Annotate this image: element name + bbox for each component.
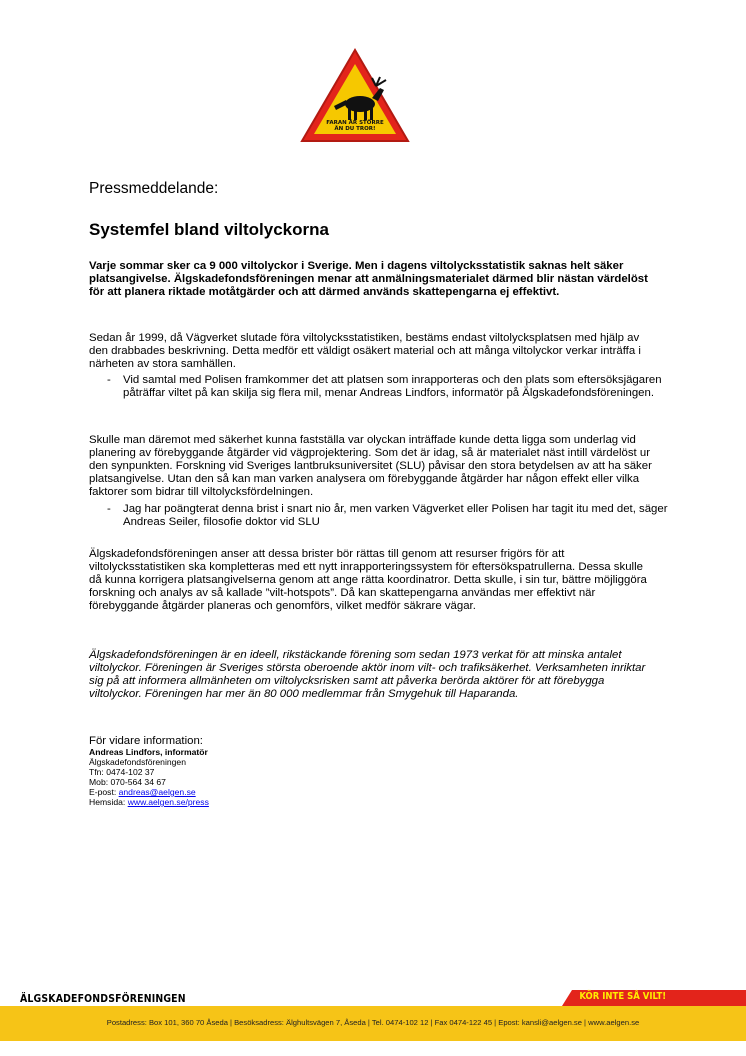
contact-name: Andreas Lindfors, informatör — [89, 747, 208, 757]
web-label: Hemsida: — [89, 797, 128, 807]
document-title: Systemfel bland viltolyckorna — [89, 220, 329, 239]
footer-slogan: KÖR INTE SÅ VILT! — [579, 991, 666, 1002]
quote-2-text: Jag har poängterat denna brist i snart nio år, men varken Vägverket eller Polisen har tagit itu med det, säger Andreas Seiler, filosofie doktor vid SLU — [123, 503, 668, 528]
bullet-dash: - — [107, 374, 111, 386]
contact-block — [89, 735, 209, 807]
lead-paragraph: Varje sommar sker ca 9 000 viltolyckor i Sverige. Men i dagens viltolycksstatistik saknas helt säker platsangivelse. Älgskadefondsföreningen menar att anmälningsmaterialet därmed blir nästan värdelöst för att planera riktade motåtgärder och att därmed används skattepengarna ej effektivt. — [89, 260, 648, 298]
footer-org-name: ÄLGSKADEFONDSFÖRENINGEN — [20, 992, 186, 1005]
contact-org: Älgskadefondsföreningen — [89, 757, 186, 767]
contact-mobile: Mob: 070-564 34 67 — [89, 777, 166, 787]
quote-1-text: Vid samtal med Polisen framkommer det att platsen som inrapporteras och den plats som eftersöksjägaren påträffar viltet på kan skilja sig flera mil, menar Andreas Lindfors, informatör på Älgskadefondsföreningen. — [123, 374, 662, 399]
paragraph-3: Älgskadefondsföreningen anser att dessa brister bör rättas till genom att resurser frigörs för att viltolycksstatistiken ska kompletteras med ett nytt inrapporteringssystem för eftersökspatrullerna. Dessa skulle då kunna korrigera platsangivelserna genom att ange rätta koordinatror. Detta skulle, i sin tur, bättre möjliggöra forskning och analys av så kallade ”vilt-hotspots”. Då kan skattepengarna användas mer effektivt när förebyggande åtgärder planeras och genomförs, vilket medför säkrare vägar. — [89, 548, 647, 612]
footer-bottom-strip — [0, 1041, 746, 1056]
bullet-dash: - — [107, 503, 111, 515]
paragraph-1: Sedan år 1999, då Vägverket slutade föra viltolycksstatistiken, bestäms endast viltolycksplatsen med hjälp av den drabbades beskrivning. Detta medför ett väldigt osäkert material och att många viltolyckor verkar inträffa i närheten av stora samhällen. — [89, 332, 641, 370]
quote-2 — [107, 503, 668, 529]
moose-warning-sign-icon — [298, 46, 412, 146]
contact-phone: Tfn: 0474-102 37 — [89, 767, 155, 777]
paragraph-2: Skulle man däremot med säkerhet kunna fastställa var olyckan inträffade kunde detta ligga som underlag vid planering av förebyggande åtgärder vid vägprojektering. Som det är idag, så är materialet näst intill värdelöst ur den synpunkten. Forskning vid Sveriges lantbruksuniversitet (SLU) påvisar den stora betydelsen av att ha säker platsangivelse. Utan den så kan man varken analysera om förebyggande åtgärder har någon effekt eller vilka faktorer som bidrar till viltolycksfördelningen. — [89, 434, 652, 498]
contact-email-row — [89, 787, 209, 797]
document-label: Pressmeddelande: — [89, 180, 219, 197]
quote-1 — [107, 374, 668, 400]
email-link[interactable]: andreas@aelgen.se — [118, 787, 196, 797]
contact-web-row — [89, 797, 209, 807]
footer-address-line: Postadress: Box 101, 360 70 Åseda | Besöksadress: Älghultsvägen 7, Åseda | Tel. 0474-102 12 | Fax 0474-122 45 | Epost: kansli@aelgen.se | www.aelgen.se — [106, 1018, 640, 1027]
logo-text-line2: ÄN DU TROR! — [334, 126, 376, 132]
contact-heading: För vidare information: — [89, 735, 203, 747]
footer-slogan-banner — [562, 990, 746, 1006]
paragraph-4-about: Älgskadefondsföreningen är en ideell, rikstäckande förening som sedan 1973 verkat för att minska antalet viltolyckor. Föreningen är Sveriges största oberoende aktör inom vilt- och trafiksäkerhet. Verksamheten inriktar sig på att informera allmänheten om viltolycksrisken samt att påverka berörda aktörer för att förebygga viltolyckor. Föreningen har mer än 80 000 medlemmar från Smygehuk till Haparanda. — [89, 649, 646, 700]
logo-text-line1: FARAN ÄR STÖRRE — [326, 120, 384, 126]
web-link[interactable]: www.aelgen.se/press — [127, 797, 209, 807]
footer-bar — [0, 1006, 746, 1041]
email-label: E-post: — [89, 787, 119, 797]
